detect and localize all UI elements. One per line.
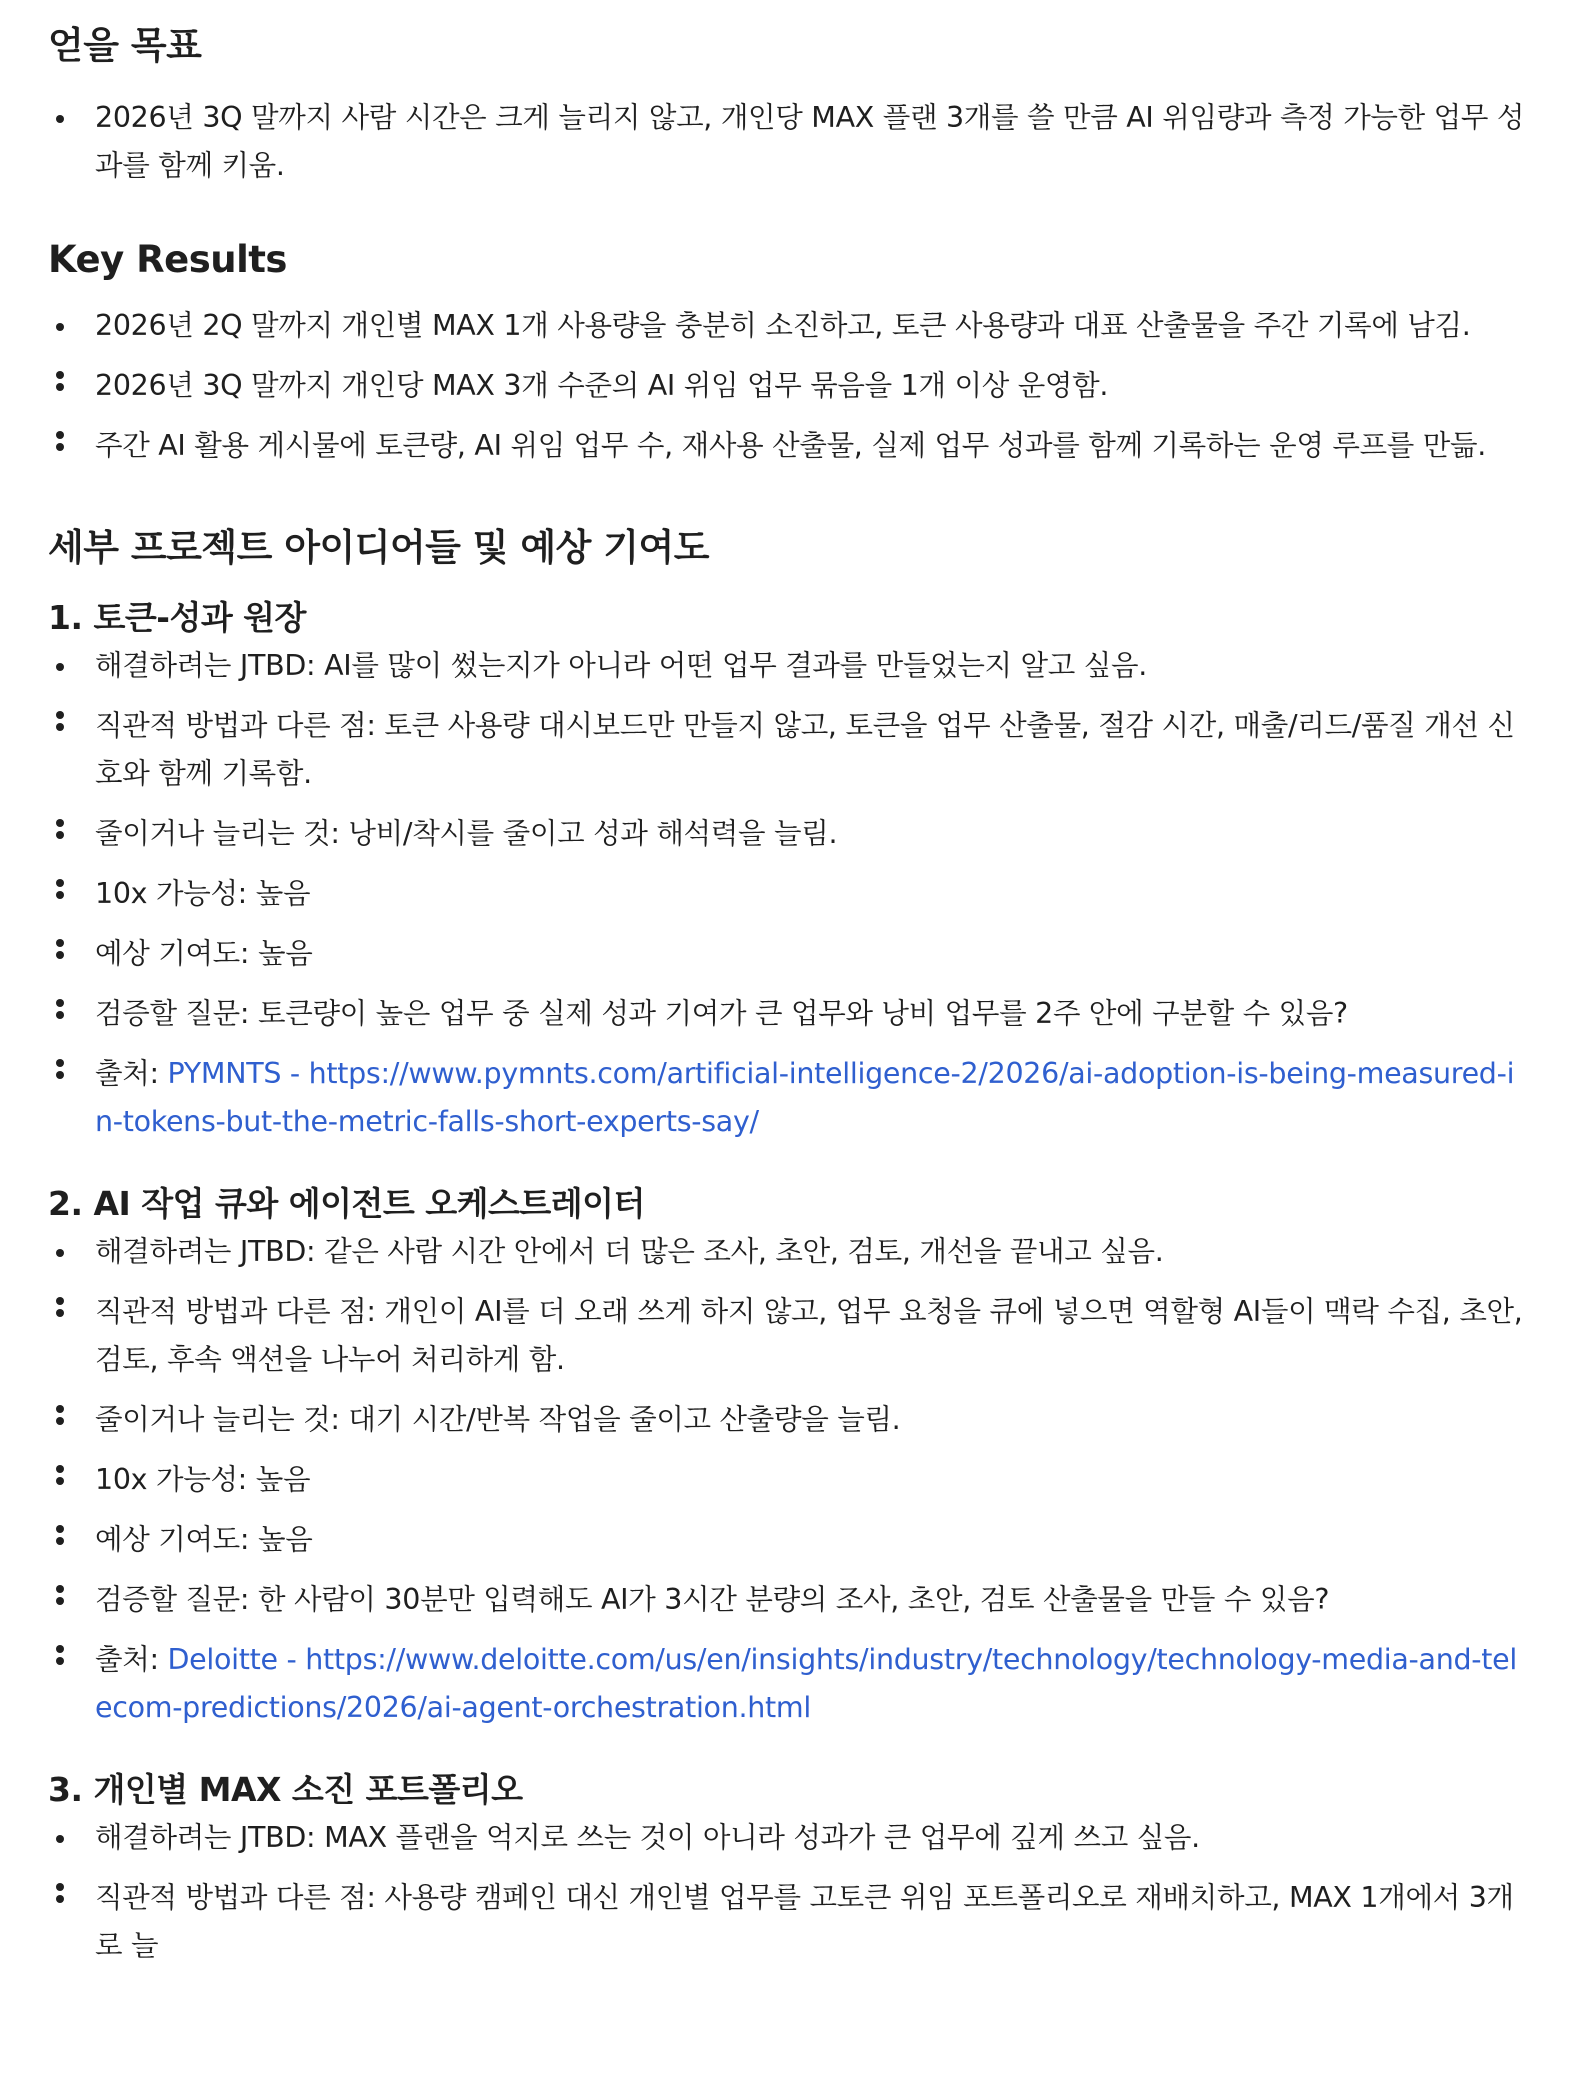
objective-heading: 얻을 목표 [48,24,202,67]
spacer [48,1624,1526,1636]
spacer [48,978,1526,990]
projects-heading: 세부 프로젝트 아이디어들 및 예상 기여도 [48,526,710,569]
list-item: 검증할 질문: 토큰량이 높은 업무 중 실제 성과 기여가 큰 업무와 낭비 업무를 2주 안에 구분할 수 있음? [48,990,1526,1038]
list-item: 주간 AI 활용 게시물에 토큰량, AI 위임 업무 수, 재사용 산출물, 실제 업무 성과를 함께 기록하는 운영 루프를 만듦. [48,422,1526,470]
spacer [48,1038,1526,1050]
key-results-heading: Key Results [48,238,287,281]
source-label: 출처: [95,1057,168,1090]
list-item: 예상 기여도: 높음 [48,930,1526,978]
source-link[interactable]: Deloitte - https://www.deloitte.com/us/en/insights/industry/technology/technology-media-and-telecom-predictions/2026/ai-agent-orchestration.html [95,1643,1517,1724]
objective-section [48,18,1526,190]
list-item-source [48,1050,1526,1146]
list-item: 해결하려는 JTBD: 같은 사람 시간 안에서 더 많은 조사, 초안, 검토, 개선을 끝내고 싶음. [48,1228,1526,1276]
spacer [48,1384,1526,1396]
objective-list [48,94,1526,190]
spacer [48,1564,1526,1576]
spacer [48,1504,1526,1516]
project-1-title: 1. 토큰-성과 원장 [48,598,306,637]
projects-section [48,520,1526,1970]
spacer [48,858,1526,870]
list-item: 직관적 방법과 다른 점: 개인이 AI를 더 오래 쓰게 하지 않고, 업무 요청을 큐에 넣으면 역할형 AI들이 맥락 수집, 초안, 검토, 후속 액션을 나누어 처리하게 함. [48,1288,1526,1384]
source-link[interactable]: PYMNTS - https://www.pymnts.com/artificial-intelligence-2/2026/ai-adoption-is-being-measured-in-tokens-but-the-metric-falls-short-experts-say/ [95,1057,1515,1138]
project-3 [48,1766,1526,1970]
list-item: 직관적 방법과 다른 점: 토큰 사용량 대시보드만 만들지 않고, 토큰을 업무 산출물, 절감 시간, 매출/리드/품질 개선 신호와 함께 기록함. [48,702,1526,798]
key-results-section [48,232,1526,470]
spacer [48,1444,1526,1456]
list-item: 10x 가능성: 높음 [48,870,1526,918]
list-item-source [48,1636,1526,1732]
project-2-title: 2. AI 작업 큐와 에이전트 오케스트레이터 [48,1184,645,1223]
spacer [48,1276,1526,1288]
project-3-title: 3. 개인별 MAX 소진 포트폴리오 [48,1770,523,1809]
list-item: 해결하려는 JTBD: AI를 많이 썼는지가 아니라 어떤 업무 결과를 만들었는지 알고 싶음. [48,642,1526,690]
spacer [48,918,1526,930]
list-item: 줄이거나 늘리는 것: 대기 시간/반복 작업을 줄이고 산출량을 늘림. [48,1396,1526,1444]
key-results-list [48,302,1526,470]
source-label: 출처: [95,1643,168,1676]
project-1 [48,594,1526,1146]
spacer [48,350,1526,362]
list-item: 줄이거나 늘리는 것: 낭비/착시를 줄이고 성과 해석력을 늘림. [48,810,1526,858]
spacer [48,798,1526,810]
list-item: 검증할 질문: 한 사람이 30분만 입력해도 AI가 3시간 분량의 조사, 초안, 검토 산출물을 만들 수 있음? [48,1576,1526,1624]
project-2 [48,1180,1526,1732]
list-item: 예상 기여도: 높음 [48,1516,1526,1564]
list-item: 2026년 2Q 말까지 개인별 MAX 1개 사용량을 충분히 소진하고, 토큰 사용량과 대표 산출물을 주간 기록에 남김. [48,302,1526,350]
project-2-list [48,1228,1526,1732]
list-item: 직관적 방법과 다른 점: 사용량 캠페인 대신 개인별 업무를 고토큰 위임 포트폴리오로 재배치하고, MAX 1개에서 3개로 늘 [48,1874,1526,1970]
list-item: 2026년 3Q 말까지 개인당 MAX 3개 수준의 AI 위임 업무 묶음을 1개 이상 운영함. [48,362,1526,410]
list-item: 10x 가능성: 높음 [48,1456,1526,1504]
project-3-list [48,1814,1526,1970]
spacer [48,1862,1526,1874]
spacer [48,690,1526,702]
spacer [48,410,1526,422]
project-1-list [48,642,1526,1146]
list-item: 2026년 3Q 말까지 사람 시간은 크게 늘리지 않고, 개인당 MAX 플랜 3개를 쓸 만큼 AI 위임량과 측정 가능한 업무 성과를 함께 키움. [48,94,1526,190]
list-item: 해결하려는 JTBD: MAX 플랜을 억지로 쓰는 것이 아니라 성과가 큰 업무에 깊게 쓰고 싶음. [48,1814,1526,1862]
